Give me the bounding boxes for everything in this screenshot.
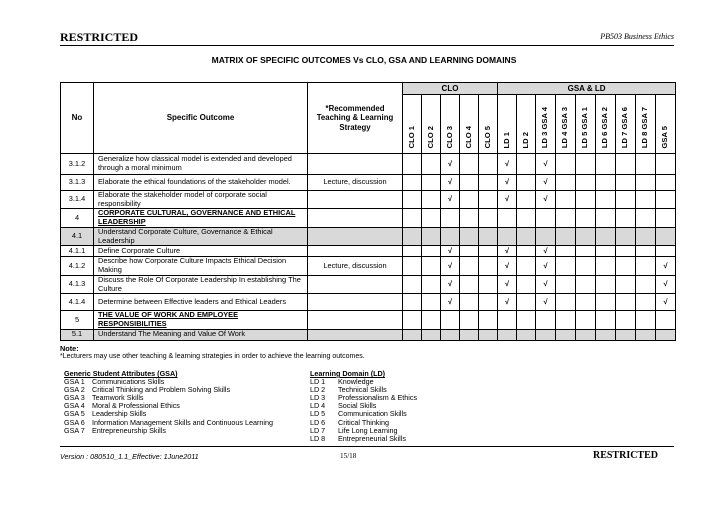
table-row	[61, 329, 676, 340]
check-mark-icon: √	[447, 194, 453, 204]
outcome-matrix-table	[60, 82, 676, 341]
check-cell	[403, 257, 422, 275]
check-cell	[556, 257, 576, 275]
strategy-cell	[308, 209, 403, 227]
check-cell	[656, 275, 676, 293]
check-cell	[536, 294, 556, 311]
legend-label: Critical Thinking	[338, 417, 389, 427]
legend-label: Life Long Learning	[338, 425, 398, 435]
legend-label: Moral & Professional Ethics	[92, 401, 180, 411]
check-cell	[498, 246, 517, 257]
strategy-cell: Lecture, discussion	[308, 175, 403, 191]
check-cell	[656, 175, 676, 191]
check-cell	[517, 246, 536, 257]
check-mark-icon: √	[543, 260, 548, 270]
check-cell	[498, 329, 517, 340]
col-header-clo-3: CLO 3	[441, 95, 460, 154]
check-cell	[498, 191, 517, 209]
check-cell	[479, 311, 498, 329]
check-cell	[616, 257, 636, 275]
strategy-cell	[308, 227, 403, 245]
check-cell	[576, 275, 596, 293]
check-mark-icon: √	[543, 177, 548, 187]
strategy-cell	[308, 294, 403, 311]
check-mark-icon: √	[447, 279, 453, 289]
col-header-clo-2: CLO 2	[422, 95, 441, 154]
check-cell	[422, 191, 441, 209]
check-cell	[596, 275, 616, 293]
check-mark-icon: √	[543, 158, 548, 168]
check-cell	[536, 311, 556, 329]
check-mark-icon: √	[663, 296, 668, 306]
check-cell	[536, 246, 556, 257]
check-mark-icon: √	[543, 296, 548, 306]
check-cell	[636, 191, 656, 209]
check-cell	[656, 257, 676, 275]
check-cell	[596, 257, 616, 275]
check-cell	[479, 294, 498, 311]
col-header-ld-2: LD 2	[517, 95, 536, 154]
check-mark-icon: √	[447, 158, 453, 168]
check-cell	[556, 329, 576, 340]
table-row	[61, 275, 676, 293]
check-cell	[479, 175, 498, 191]
strategy-cell	[308, 191, 403, 209]
check-cell	[460, 275, 479, 293]
check-cell	[517, 329, 536, 340]
check-cell	[636, 154, 656, 175]
check-cell	[636, 275, 656, 293]
legend-label: Communication Skills	[338, 409, 407, 419]
row-number: 3.1.4	[61, 191, 94, 209]
check-cell	[460, 329, 479, 340]
check-cell	[517, 209, 536, 227]
legend-code: LD 8	[310, 433, 326, 443]
check-cell	[536, 154, 556, 175]
check-cell	[517, 257, 536, 275]
check-cell	[403, 227, 422, 245]
check-cell	[441, 311, 460, 329]
check-cell	[656, 246, 676, 257]
specific-outcome-text: Discuss the Role Of Corporate Leadership In establishing The Culture	[94, 275, 308, 293]
col-header-clo-4: CLO 4	[460, 95, 479, 154]
check-cell	[536, 275, 556, 293]
table-row	[61, 227, 676, 245]
check-mark-icon: √	[504, 194, 510, 204]
check-cell	[403, 191, 422, 209]
note-text: *Lecturers may use other teaching & learning strategies in order to achieve the learning outcomes.	[60, 353, 365, 360]
legend-code: GSA 5	[64, 409, 85, 419]
legend-label: Entrepreneurship Skills	[92, 425, 166, 435]
check-cell	[596, 311, 616, 329]
check-cell	[616, 246, 636, 257]
col-group-clo: CLO	[403, 83, 498, 95]
check-cell	[422, 227, 441, 245]
check-cell	[441, 227, 460, 245]
check-cell	[556, 294, 576, 311]
check-cell	[441, 246, 460, 257]
col-header-no: No	[61, 83, 94, 154]
legend-label: Teamwork Skills	[92, 393, 144, 403]
check-cell	[479, 154, 498, 175]
check-cell	[479, 246, 498, 257]
check-cell	[498, 175, 517, 191]
col-header-clo-5: CLO 5	[479, 95, 498, 154]
table-row	[61, 209, 676, 227]
table-row	[61, 294, 676, 311]
legend-code: LD 7	[310, 425, 326, 435]
check-cell	[616, 311, 636, 329]
note-label: Note:	[60, 344, 79, 353]
check-cell	[556, 209, 576, 227]
legend-code: GSA 2	[64, 385, 85, 395]
header-divider	[60, 45, 674, 46]
check-cell	[596, 175, 616, 191]
check-cell	[403, 329, 422, 340]
check-cell	[556, 311, 576, 329]
col-header-ld-4-gsa-3: LD 4 GSA 3	[556, 95, 576, 154]
legend-code: GSA 4	[64, 401, 85, 411]
check-cell	[576, 154, 596, 175]
row-number: 4.1	[61, 227, 94, 245]
check-cell	[536, 227, 556, 245]
row-number: 4.1.3	[61, 275, 94, 293]
legend-label: Information Management Skills and Continuous Learning	[92, 417, 273, 427]
legend-code: LD 5	[310, 409, 326, 419]
check-cell	[616, 175, 636, 191]
check-cell	[656, 329, 676, 340]
table-row	[61, 175, 676, 191]
check-cell	[636, 257, 656, 275]
legend-code: LD 2	[310, 385, 326, 395]
col-header-ld-7-gsa-6: LD 7 GSA 6	[616, 95, 636, 154]
check-cell	[460, 311, 479, 329]
check-cell	[479, 275, 498, 293]
check-cell	[616, 329, 636, 340]
row-number: 3.1.3	[61, 175, 94, 191]
check-cell	[403, 246, 422, 257]
col-header-strategy: *Recommended Teaching & Learning Strategy	[308, 83, 403, 154]
legend-label: Communications Skills	[92, 377, 165, 387]
check-cell	[556, 191, 576, 209]
check-cell	[616, 227, 636, 245]
specific-outcome-text: Understand Corporate Culture, Governance & Ethical Leadership	[94, 227, 308, 245]
strategy-cell	[308, 275, 403, 293]
check-cell	[403, 275, 422, 293]
check-cell	[441, 154, 460, 175]
classification-top: RESTRICTED	[60, 30, 139, 44]
legend-label: Entrepreneurial Skills	[338, 433, 406, 443]
check-cell	[536, 209, 556, 227]
check-mark-icon: √	[663, 260, 668, 270]
check-cell	[596, 246, 616, 257]
row-number: 5.1	[61, 329, 94, 340]
check-cell	[517, 191, 536, 209]
check-cell	[616, 154, 636, 175]
check-cell	[536, 257, 556, 275]
ld-legend-heading: Learning Domain (LD)	[310, 369, 386, 378]
strategy-cell	[308, 329, 403, 340]
legend-label: Critical Thinking and Problem Solving Skills	[92, 385, 231, 395]
legend-code: GSA 6	[64, 417, 85, 427]
legend-label: Knowledge	[338, 377, 374, 387]
table-row	[61, 191, 676, 209]
footer-divider	[60, 446, 674, 447]
check-cell	[596, 294, 616, 311]
check-cell	[576, 329, 596, 340]
legend-code: GSA 1	[64, 377, 85, 387]
legend-label: Professionalism & Ethics	[338, 393, 418, 403]
check-cell	[403, 154, 422, 175]
check-cell	[403, 209, 422, 227]
legend-item	[64, 427, 273, 435]
check-cell	[460, 175, 479, 191]
gsa-legend	[64, 370, 273, 435]
check-cell	[479, 329, 498, 340]
specific-outcome-text: Determine between Effective leaders and Ethical Leaders	[94, 294, 308, 311]
check-cell	[422, 275, 441, 293]
strategy-cell	[308, 246, 403, 257]
check-cell	[576, 257, 596, 275]
check-cell	[479, 257, 498, 275]
row-number: 4.1.2	[61, 257, 94, 275]
col-header-clo-1: CLO 1	[403, 95, 422, 154]
legend-code: LD 1	[310, 377, 326, 387]
check-cell	[441, 275, 460, 293]
check-cell	[441, 209, 460, 227]
check-mark-icon: √	[447, 296, 453, 306]
row-number: 5	[61, 311, 94, 329]
check-mark-icon: √	[663, 279, 668, 289]
check-mark-icon: √	[543, 246, 548, 256]
check-cell	[596, 154, 616, 175]
header-group-row	[61, 83, 676, 95]
specific-outcome-text: CORPORATE CULTURAL, GOVERNANCE AND ETHICAL LEADERSHIP	[94, 209, 308, 227]
col-header-gsa-5: GSA 5	[656, 95, 676, 154]
check-cell	[460, 191, 479, 209]
col-header-ld-5-gsa-1: LD 5 GSA 1	[576, 95, 596, 154]
check-cell	[441, 294, 460, 311]
check-cell	[441, 329, 460, 340]
check-cell	[479, 191, 498, 209]
check-cell	[479, 209, 498, 227]
check-cell	[596, 329, 616, 340]
check-cell	[616, 209, 636, 227]
check-cell	[576, 246, 596, 257]
check-cell	[536, 175, 556, 191]
table-row	[61, 311, 676, 329]
check-cell	[576, 209, 596, 227]
check-cell	[517, 175, 536, 191]
check-cell	[636, 246, 656, 257]
legend-code: GSA 3	[64, 393, 85, 403]
check-cell	[616, 294, 636, 311]
check-cell	[422, 154, 441, 175]
page-title: MATRIX OF SPECIFIC OUTCOMES Vs CLO, GSA AND LEARNING DOMAINS	[211, 55, 517, 65]
specific-outcome-text: Elaborate the ethical foundations of the stakeholder model.	[94, 175, 308, 191]
check-cell	[403, 311, 422, 329]
page-number: 15/18	[340, 452, 357, 460]
legend-label: Technical Skills	[338, 385, 387, 395]
legend-code: LD 4	[310, 401, 326, 411]
check-mark-icon: √	[447, 246, 453, 256]
col-header-ld-1: LD 1	[498, 95, 517, 154]
check-cell	[422, 246, 441, 257]
check-cell	[636, 227, 656, 245]
check-cell	[556, 246, 576, 257]
check-cell	[422, 257, 441, 275]
check-cell	[460, 209, 479, 227]
check-cell	[656, 209, 676, 227]
check-cell	[498, 257, 517, 275]
classification-bottom: RESTRICTED	[592, 450, 658, 461]
check-cell	[556, 275, 576, 293]
check-cell	[656, 227, 676, 245]
check-cell	[422, 329, 441, 340]
check-cell	[517, 275, 536, 293]
check-mark-icon: √	[447, 260, 453, 270]
check-cell	[616, 191, 636, 209]
specific-outcome-text: Describe how Corporate Culture Impacts Ethical Decision Making	[94, 257, 308, 275]
specific-outcome-text: Understand The Meaning and Value Of Work	[94, 329, 308, 340]
check-cell	[576, 227, 596, 245]
check-mark-icon: √	[543, 279, 548, 289]
check-cell	[460, 227, 479, 245]
check-cell	[536, 191, 556, 209]
check-mark-icon: √	[504, 260, 510, 270]
strategy-cell	[308, 154, 403, 175]
specific-outcome-text: Elaborate the stakeholder model of corporate social responsibility	[94, 191, 308, 209]
specific-outcome-text: Generalize how classical model is extended and developed through a moral minimum	[94, 154, 308, 175]
check-cell	[460, 294, 479, 311]
col-header-ld-8-gsa-7: LD 8 GSA 7	[636, 95, 656, 154]
check-cell	[636, 329, 656, 340]
legend-label: Social Skills	[338, 401, 377, 411]
check-cell	[441, 191, 460, 209]
check-mark-icon: √	[504, 296, 510, 306]
col-header-ld-6-gsa-2: LD 6 GSA 2	[596, 95, 616, 154]
check-cell	[536, 329, 556, 340]
check-cell	[498, 227, 517, 245]
check-cell	[422, 209, 441, 227]
check-cell	[422, 311, 441, 329]
check-cell	[656, 191, 676, 209]
check-cell	[422, 294, 441, 311]
check-cell	[656, 154, 676, 175]
check-cell	[636, 311, 656, 329]
check-mark-icon: √	[504, 279, 510, 289]
check-cell	[498, 311, 517, 329]
check-cell	[556, 227, 576, 245]
check-cell	[556, 154, 576, 175]
ld-legend	[310, 370, 417, 443]
check-cell	[460, 246, 479, 257]
specific-outcome-text: THE VALUE OF WORK AND EMPLOYEE RESPONSIBILITIES	[94, 311, 308, 329]
col-header-ld-3-gsa-4: LD 3 GSA 4	[536, 95, 556, 154]
check-cell	[498, 209, 517, 227]
check-cell	[576, 191, 596, 209]
check-cell	[616, 275, 636, 293]
check-cell	[517, 294, 536, 311]
check-cell	[498, 294, 517, 311]
check-cell	[576, 175, 596, 191]
legend-label: Leadership Skills	[92, 409, 147, 419]
check-cell	[403, 294, 422, 311]
check-cell	[403, 175, 422, 191]
check-mark-icon: √	[504, 158, 510, 168]
row-number: 4	[61, 209, 94, 227]
gsa-legend-heading: Generic Student Attributes (GSA)	[64, 369, 178, 378]
check-cell	[576, 311, 596, 329]
check-cell	[656, 311, 676, 329]
strategy-cell: Lecture, discussion	[308, 257, 403, 275]
check-cell	[576, 294, 596, 311]
check-cell	[596, 191, 616, 209]
check-cell	[441, 175, 460, 191]
check-cell	[636, 175, 656, 191]
row-number: 4.1.4	[61, 294, 94, 311]
legend-code: LD 3	[310, 393, 326, 403]
version-text: Version : 080510_1.1_Effective: 1June2011	[60, 452, 199, 461]
row-number: 3.1.2	[61, 154, 94, 175]
check-cell	[517, 154, 536, 175]
col-header-specific-outcome: Specific Outcome	[94, 83, 308, 154]
legend-code: GSA 7	[64, 425, 85, 435]
legend-code: LD 6	[310, 417, 326, 427]
check-cell	[656, 294, 676, 311]
table-row	[61, 154, 676, 175]
check-mark-icon: √	[543, 194, 548, 204]
check-mark-icon: √	[504, 246, 510, 256]
check-mark-icon: √	[447, 177, 453, 187]
legend-item	[310, 435, 417, 443]
check-cell	[498, 275, 517, 293]
check-cell	[460, 154, 479, 175]
col-group-gsa-ld: GSA & LD	[498, 83, 676, 95]
course-name: PB503 Business Ethics	[600, 32, 674, 41]
check-mark-icon: √	[504, 177, 510, 187]
check-cell	[517, 227, 536, 245]
check-cell	[422, 175, 441, 191]
specific-outcome-text: Define Corporate Culture	[94, 246, 308, 257]
check-cell	[556, 175, 576, 191]
check-cell	[636, 294, 656, 311]
strategy-cell	[308, 311, 403, 329]
check-cell	[596, 209, 616, 227]
check-cell	[479, 227, 498, 245]
check-cell	[441, 257, 460, 275]
check-cell	[498, 154, 517, 175]
table-row	[61, 246, 676, 257]
row-number: 4.1.1	[61, 246, 94, 257]
check-cell	[517, 311, 536, 329]
check-cell	[460, 257, 479, 275]
check-cell	[596, 227, 616, 245]
check-cell	[636, 209, 656, 227]
table-row	[61, 257, 676, 275]
